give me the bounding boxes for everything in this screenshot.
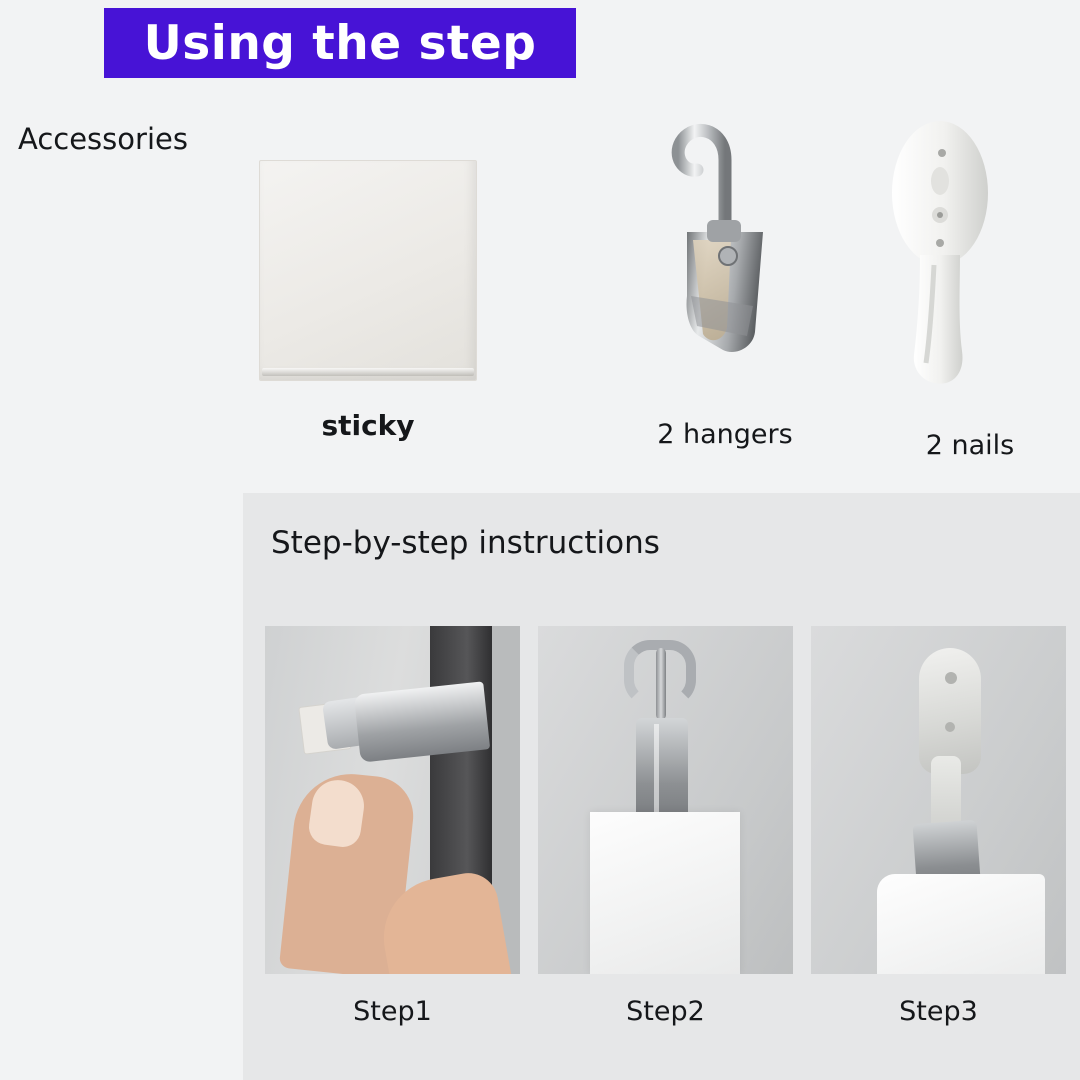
accessory-item-hangers — [610, 100, 840, 450]
step-cell-3 — [811, 626, 1066, 1027]
accessories-row — [0, 110, 1080, 460]
step-caption-3: Step3 — [899, 996, 978, 1027]
steps-heading: Step-by-step instructions — [271, 525, 660, 561]
accessories-section-label: Accessories — [18, 122, 188, 156]
nail-hook-icon — [860, 115, 1080, 410]
step-caption-1: Step1 — [353, 996, 432, 1027]
page-title-banner — [104, 8, 576, 78]
hook-mounted-with-paper-photo — [811, 626, 1066, 974]
steps-row — [265, 626, 1065, 1027]
accessory-caption-sticky: sticky — [321, 409, 415, 442]
accessory-item-sticky — [258, 160, 478, 442]
accessory-caption-hangers: 2 hangers — [657, 419, 793, 450]
steps-panel — [243, 493, 1080, 1080]
adhesive-pad-icon — [259, 160, 477, 381]
press-adhesive-pad-photo — [265, 626, 520, 974]
step-caption-2: Step2 — [626, 996, 705, 1027]
step-cell-2 — [538, 626, 793, 1027]
page-title: Using the step — [143, 15, 537, 71]
accessory-item-nails — [860, 115, 1080, 461]
step-cell-1 — [265, 626, 520, 1027]
clip-paper-on-hook-photo — [538, 626, 793, 974]
accessory-caption-nails: 2 nails — [925, 430, 1015, 461]
hook-clip-icon — [610, 100, 840, 405]
